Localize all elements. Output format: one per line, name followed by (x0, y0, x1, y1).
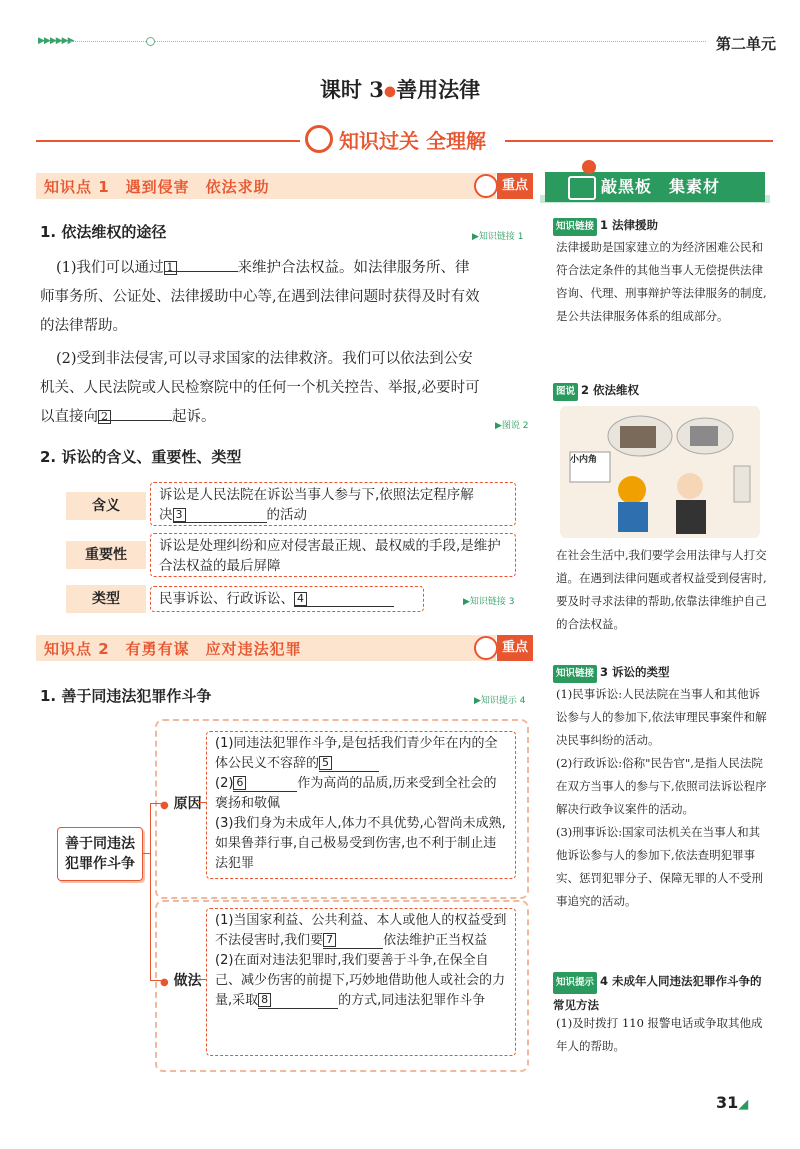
importance-label: 重要性 (66, 541, 146, 569)
sidebar-item-1-heading: 知识链接 1 法律援助 (553, 216, 773, 236)
sidebar-item-3-text: (1)民事诉讼:人民法院在当事人和其他诉讼参与人的参加下,依法审理民事案件和解决民事纠纷的活动。 (2)行政诉讼:俗称"民告官",是指人民法院在双方当事人的参与下,依照司法诉讼程序解决行政争议案件的活动。 (3)刑事诉讼:国家司法机关在当事人和其他诉讼参与人的参加下,依法查明犯罪事实、惩罚犯罪分子、保障无罪的人不受刑事追究的活动。 (556, 687, 767, 908)
illustration-link-2[interactable]: ▶图说 2 (495, 421, 529, 431)
method-box: (1)当国家利益、公共利益、本人或他人的权益受到不法侵害时,我们要 7 依法维护正当权益 (2)在面对违法犯罪时,我们要善于斗争,在保全自己、减少伤害的前提下,巧妙地借助他人或社会的力量,采取 8 的方式,同违法犯罪作斗争 (206, 908, 516, 1056)
mindmap-root: 善于同违法犯罪作斗争 (57, 827, 143, 881)
sidebar-item-2-heading: 图说 2 依法维权 (553, 381, 773, 401)
mascot-icon (582, 160, 596, 174)
sidebar-item-3-heading: 知识链接 3 诉讼的类型 (553, 663, 773, 683)
knowledge-link-3[interactable]: ▶知识链接 3 (463, 597, 515, 607)
page-number: 31◢ (716, 1093, 749, 1112)
banner-swirl-icon (305, 125, 333, 153)
paragraph-2: (2)受到非法侵害,可以寻求国家的法律救济。我们可以依法到公安 机关、人民法院或人民检察院中的任何一个机关控告、举报,必要时可 以直接向 2 起诉。 (40, 351, 480, 425)
connector (198, 802, 206, 803)
sidebar-item-1-text: 法律援助是国家建立的为经济困难公民和符合法定条件的其他当事人无偿提供法律咨询、代理、刑事辩护等法律服务的制度,是公共法律服务体系的组成部分。 (556, 240, 767, 323)
sidebar-item-4-text: (1)及时拨打 110 报警电话或争取其他成年人的帮助。 (556, 1016, 763, 1053)
header-rule (70, 41, 706, 42)
knowledge-point-1-bar: 知识点 1 遇到侵害 依法求助 (36, 173, 496, 199)
target-icon (474, 174, 498, 198)
header-arrows: ▶▶▶▶▶▶ (38, 36, 74, 46)
knowledge-link-1[interactable]: ▶知识链接 1 (472, 232, 524, 242)
legal-rights-illustration (560, 406, 760, 538)
types-box: 民事诉讼、行政诉讼、 4 (150, 586, 424, 612)
section-heading: 2. 诉讼的含义、重要性、类型 (40, 448, 242, 466)
lesson-title: 课时 3●善用法律 (319, 77, 481, 102)
unit-label: 第二单元 (716, 35, 777, 53)
method-label: ● 做法 (160, 973, 202, 989)
illustration-caption: 小内角 (570, 455, 598, 465)
connector (198, 979, 206, 980)
mindmap-branch-connector (150, 803, 161, 981)
key-point-badge: 重点 (497, 635, 533, 661)
meaning-label: 含义 (66, 492, 146, 520)
target-icon (474, 636, 498, 660)
importance-box: 诉讼是处理纠纷和应对侵害最正规、最权威的手段,是维护合法权益的最后屏障 (150, 533, 516, 577)
reason-label: ● 原因 (160, 796, 202, 812)
chalkboard-icon (568, 176, 596, 200)
header-dot (146, 37, 155, 46)
section-banner: 知识过关 全理解 (305, 122, 505, 156)
types-label: 类型 (66, 585, 146, 613)
key-point-badge: 重点 (497, 173, 533, 199)
knowledge-point-2-bar: 知识点 2 有勇有谋 应对违法犯罪 (36, 635, 496, 661)
section-heading: 1. 善于同违法犯罪作斗争 (40, 687, 212, 705)
sidebar-title-bar: 敲黑板 集素材 (545, 172, 765, 202)
sidebar-item-2-text: 在社会生活中,我们要学会用法律与人打交道。在遇到法律问题或者权益受到侵害时,要及时寻求法律的帮助,依靠法律维护自己的合法权益。 (556, 548, 767, 631)
reason-box: (1)同违法犯罪作斗争,是包括我们青少年在内的全体公民义不容辞的 5 (2) 6 作为高尚的品质,历来受到全社会的褒扬和敬佩 (3)我们身为未成年人,体力不具优势,心智尚未成熟,如果鲁莽行事,自己极易受到伤害,也不利于制止违法犯罪 (206, 731, 516, 879)
banner-rule-right (505, 140, 773, 142)
knowledge-tip-4[interactable]: ▶知识提示 4 (474, 696, 526, 706)
sidebar-item-4-heading: 知识提示 4 未成年人同违法犯罪作斗争的常见方法 (553, 974, 762, 1012)
banner-rule-left (36, 140, 300, 142)
paragraph-1: (1)我们可以通过 1 来维护合法权益。如法律服务所、律 师事务所、公证处、法律援助中心等,在遇到法律问题时获得及时有效 的法律帮助。 (56, 254, 534, 341)
section-heading: 1. 依法维权的途径 (40, 223, 167, 241)
meaning-box: 诉讼是人民法院在诉讼当事人参与下,依照法定程序解 决 3 的活动 (150, 482, 516, 526)
